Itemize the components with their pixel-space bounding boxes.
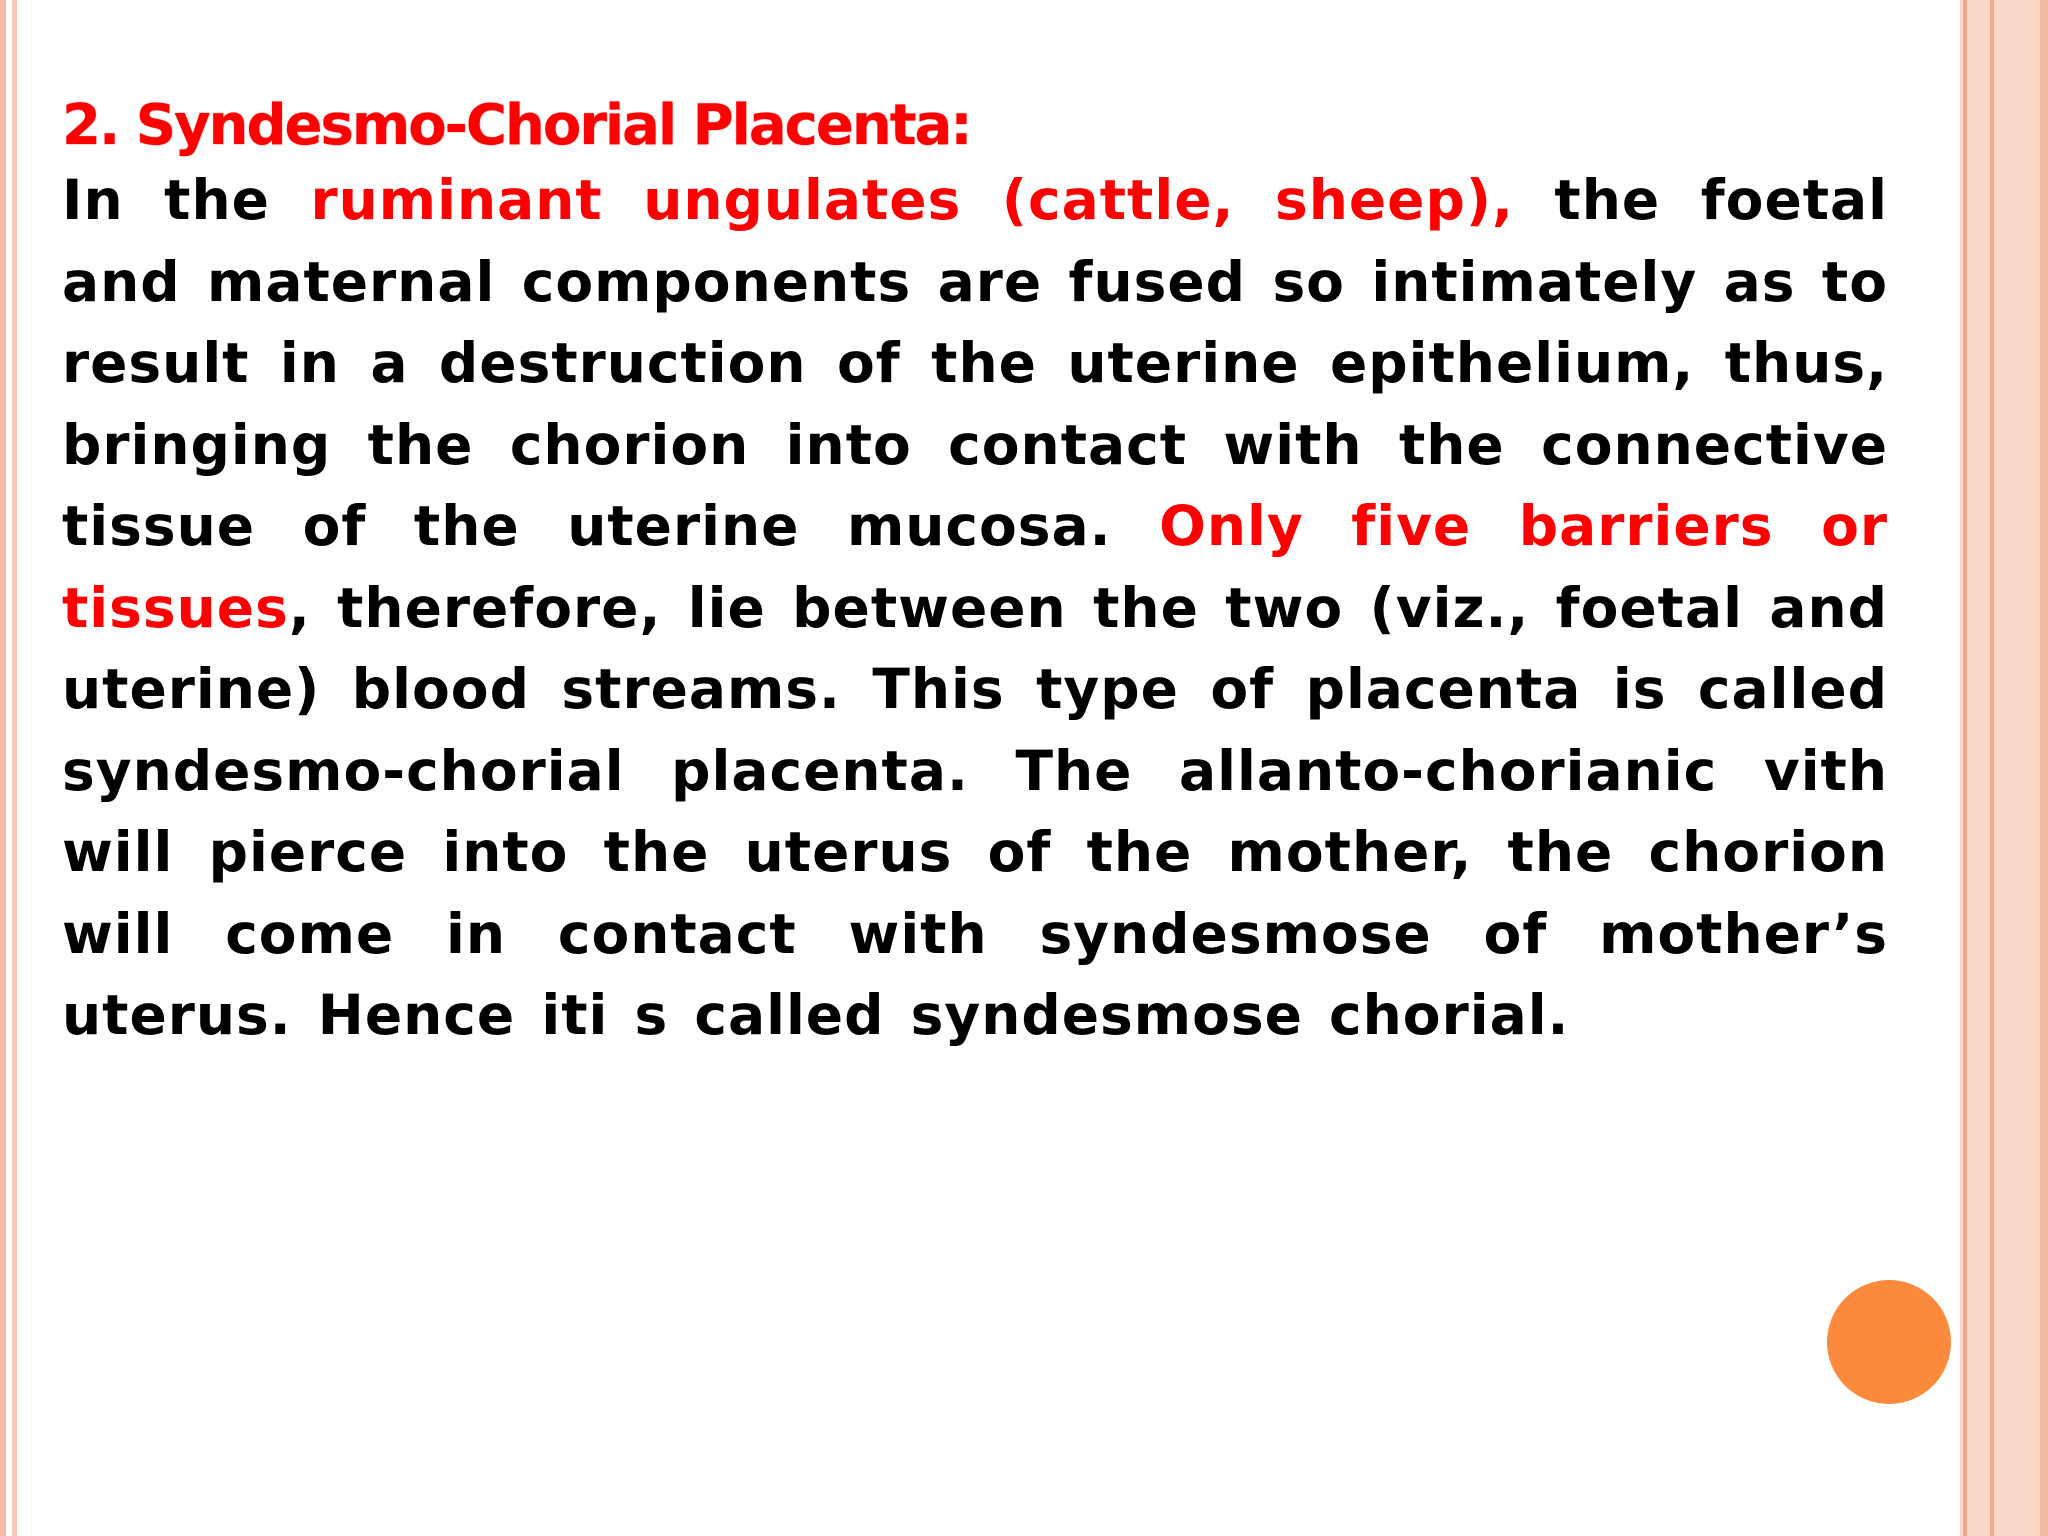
- text-segment: , therefore, lie between the two (viz., foetal and uterine) blood streams. This type of placenta is called syndesmo-chorial placenta. The allanto-chorianic vith will pierce into the uterus of the mother, the chorion will come in contact with syndesmose of mother’s uterus. Hence iti s called syndesmose chorial.: [62, 575, 1888, 1047]
- slide-title: 2. Syndesmo-Chorial Placenta:: [62, 93, 971, 158]
- left-decor-stripe: [0, 0, 6, 1536]
- right-decor-line: [1963, 0, 1967, 1536]
- text-segment: In the: [62, 168, 311, 232]
- body-paragraph: [62, 160, 1888, 1057]
- right-decor-line: [1990, 0, 1994, 1536]
- right-decor-line: [2040, 0, 2048, 1536]
- highlighted-text: ruminant ungulates (cattle, sheep),: [310, 168, 1514, 232]
- text-segment: the foetal and maternal components are fused so intimately as to result in a destruction of the uterine epithelium, thus, bringing the chorion into contact with the connective tissue of the uterine mucosa.: [62, 168, 1889, 558]
- slide-content: [62, 92, 1888, 1057]
- highlighted-text: Only five barriers or tissues: [62, 494, 1888, 640]
- left-decor-stripe-inner: [12, 0, 17, 1536]
- decorative-orange-circle: [1827, 1280, 1951, 1404]
- right-decor-band: [1960, 0, 2048, 1536]
